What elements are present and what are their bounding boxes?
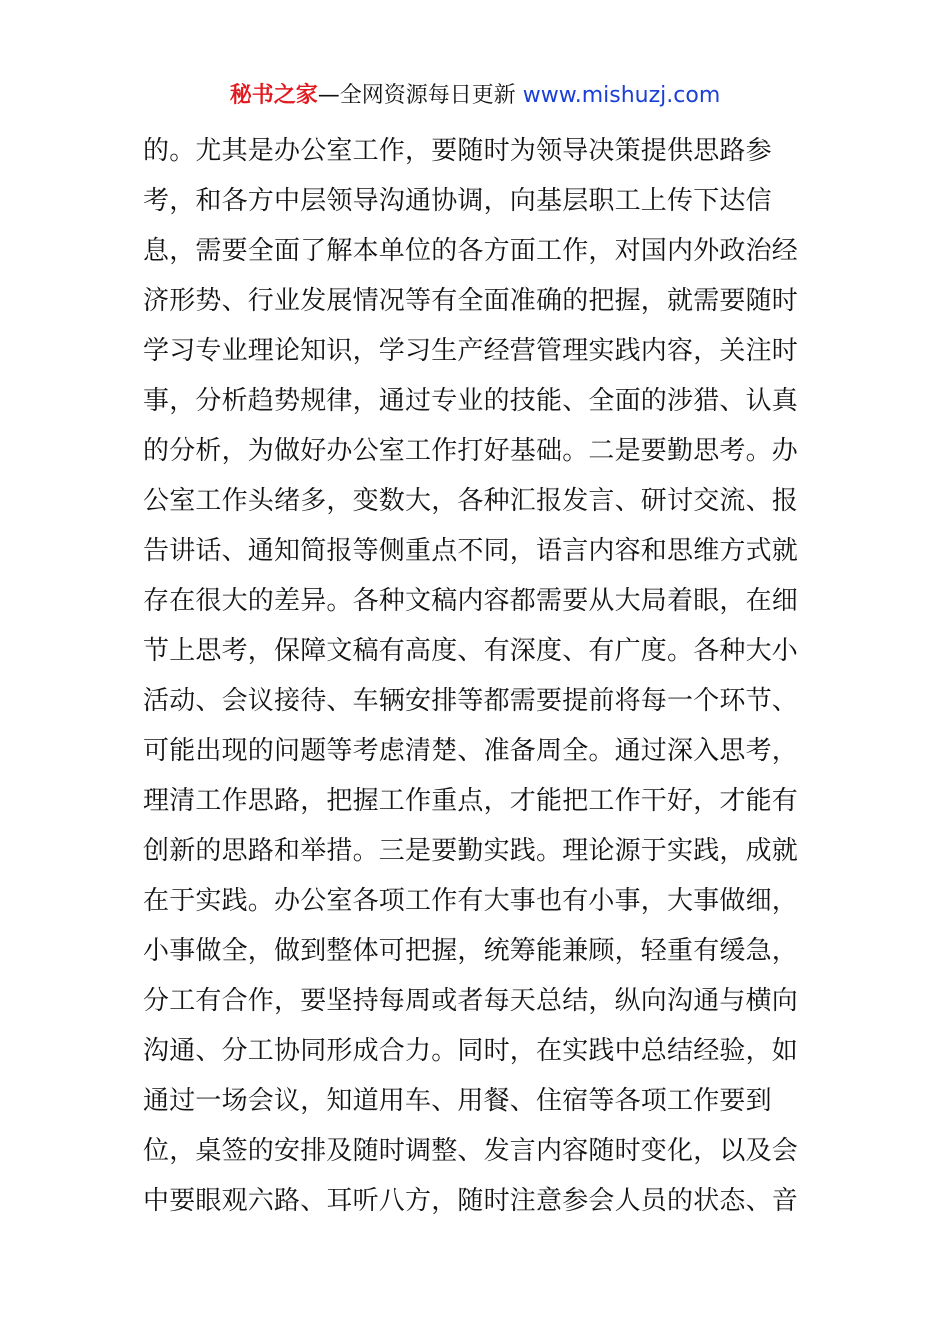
text-line: 的。尤其是办公室工作，要随时为领导决策提供思路参: [143, 136, 772, 166]
text-line: 节上思考，保障文稿有高度、有深度、有广度。各种大小: [143, 636, 799, 666]
text-line: 理清工作思路，把握工作重点，才能把工作干好，才能有: [143, 786, 799, 816]
text-line: 位，桌签的安排及随时调整、发言内容随时变化，以及会: [143, 1136, 799, 1166]
text-line: 学习专业理论知识，学习生产经营管理实践内容，关注时: [143, 336, 799, 366]
brand-name: 秘书之家: [229, 83, 318, 108]
header-url-link[interactable]: www.mishuzj.com: [522, 83, 721, 108]
text-line: 的分析，为做好办公室工作打好基础。二是要勤思考。办: [143, 436, 799, 466]
text-line: 告讲话、通知简报等侧重点不同，语言内容和思维方式就: [143, 536, 799, 566]
body-text: [143, 126, 823, 1226]
text-line: 创新的思路和举措。三是要勤实践。理论源于实践，成就: [143, 836, 799, 866]
text-line: 分工有合作，要坚持每周或者每天总结，纵向沟通与横向: [143, 986, 799, 1016]
page-header: [0, 80, 950, 112]
text-line: 通过一场会议，知道用车、用餐、住宿等各项工作要到: [143, 1086, 772, 1116]
text-line: 中要眼观六路、耳听八方，随时注意参会人员的状态、音: [143, 1186, 799, 1216]
header-tagline: —全网资源每日更新: [317, 83, 523, 108]
text-line: 小事做全，做到整体可把握，统筹能兼顾，轻重有缓急，: [143, 936, 799, 966]
text-line: 存在很大的差异。各种文稿内容都需要从大局着眼，在细: [143, 586, 799, 616]
text-line: 可能出现的问题等考虑清楚、准备周全。通过深入思考，: [143, 736, 799, 766]
text-line: 考，和各方中层领导沟通协调，向基层职工上传下达信: [143, 186, 772, 216]
text-line: 事，分析趋势规律，通过专业的技能、全面的涉猎、认真: [143, 386, 799, 416]
text-line: 沟通、分工协同形成合力。同时，在实践中总结经验，如: [143, 1036, 799, 1066]
text-line: 公室工作头绪多，变数大，各种汇报发言、研讨交流、报: [143, 486, 799, 516]
text-line: 在于实践。办公室各项工作有大事也有小事，大事做细，: [143, 886, 799, 916]
text-line: 活动、会议接待、车辆安排等都需要提前将每一个环节、: [143, 686, 799, 716]
text-line: 息，需要全面了解本单位的各方面工作，对国内外政治经: [143, 236, 799, 266]
text-line: 济形势、行业发展情况等有全面准确的把握，就需要随时: [143, 286, 799, 316]
